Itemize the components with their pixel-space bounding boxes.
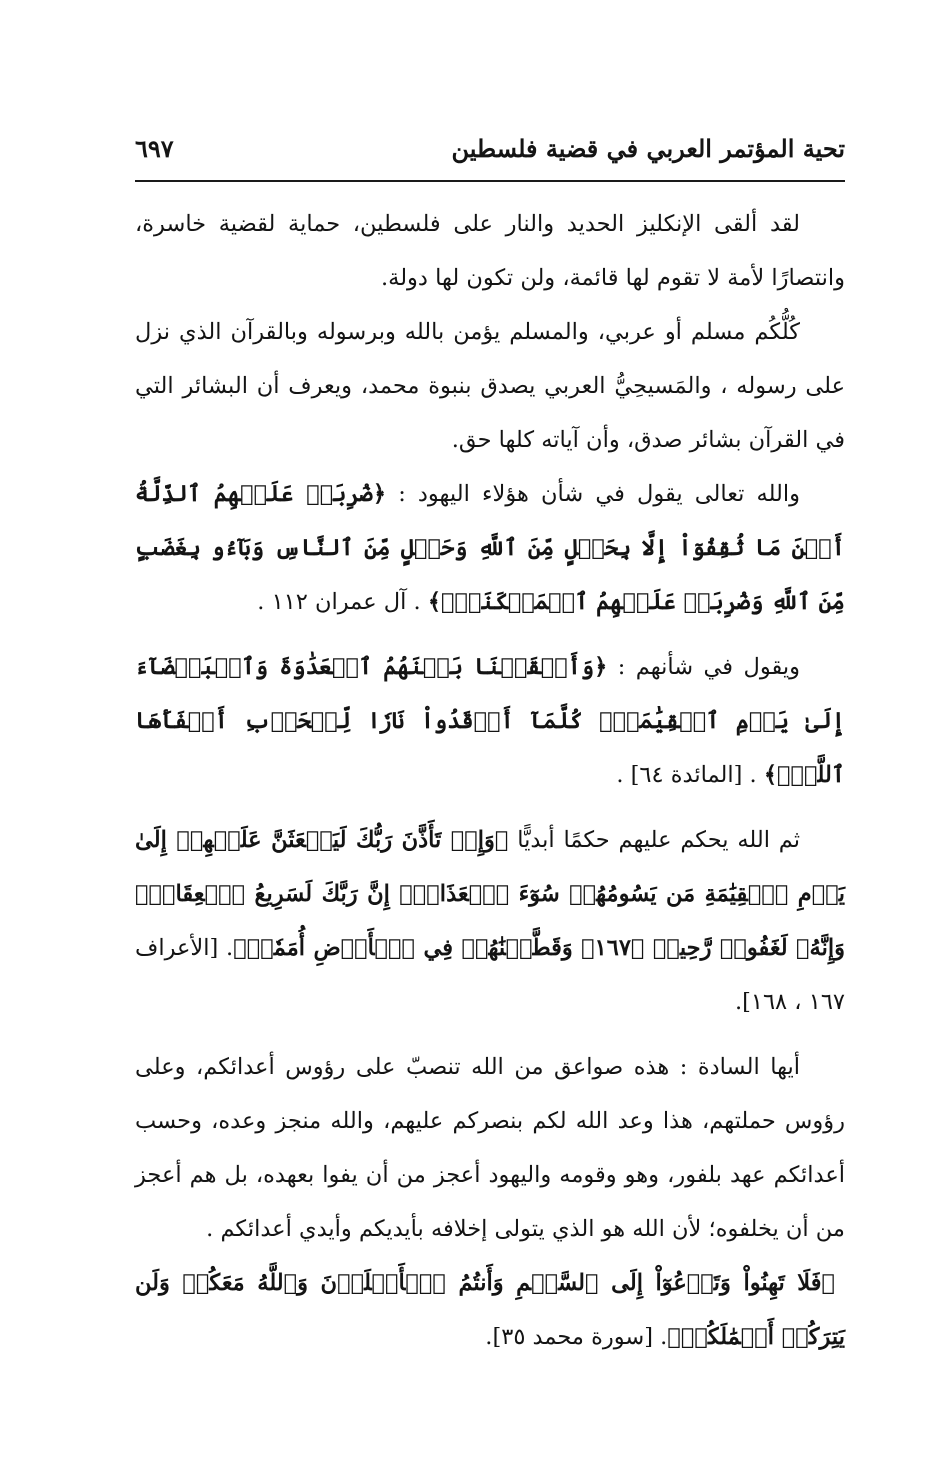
paragraph-4-intro: ويقول في شأنهم : (607, 654, 800, 680)
paragraph-7 (135, 1256, 845, 1364)
paragraph-3-intro: والله تعالى يقول في شأن هؤلاء اليهود : (386, 481, 801, 507)
paragraph-5 (135, 813, 845, 1029)
paragraph-4 (135, 640, 845, 802)
paragraph-5-intro: ثم الله يحكم عليهم حكمًا أبديًّا (508, 827, 800, 853)
quran-verse-1: ﴿ضُرِبَتۡ عَلَيۡهِمُ ٱلذِّلَّةُ أَيۡنَ مَا ثُقِفُوٓاْ إِلَّا بِحَبۡلٍ مِّنَ ٱللَّهِ وَحَبۡلٍ مِّنَ ٱلنَّاسِ وَبَآءُو بِغَضَبٍ مِّنَ ٱللَّهِ وَضُرِبَتۡ عَلَيۡهِمُ ٱلۡمَسۡكَنَةُۚ﴾ (135, 481, 845, 615)
verse-citation-4: . [سورة محمد ٣٥]. (485, 1324, 668, 1350)
verse-citation-1: . آل عمران ١١٢ . (257, 589, 428, 615)
page-header (135, 128, 845, 182)
quran-verse-3: ﴿وَإِذۡ تَأَذَّنَ رَبُّكَ لَيَبۡعَثَنَّ عَلَيۡهِمۡ إِلَىٰ يَوۡمِ ٱلۡقِيَٰمَةِ مَن يَسُومُهُمۡ سُوٓءَ ٱلۡعَذَابِۗ إِنَّ رَبَّكَ لَسَرِيعُ ٱلۡعِقَابِۖ وَإِنَّهُۥ لَغَفُورٞ رَّحِيمٞ ﴿١٦٧﴾ وَقَطَّعۡنَٰهُمۡ فِي ٱلۡأَرۡضِ أُمَمٗاۖ﴾ (135, 827, 846, 961)
verse-citation-2: . [المائدة ٦٤] . (616, 762, 764, 788)
page-number: ٦٩٧ (135, 134, 174, 163)
paragraph-2: كُلُّكُم مسلم أو عربي، والمسلم يؤمن بالله وبرسوله وبالقرآن الذي نزل على رسوله ، والمَسيحِيُّ العربي يصدق بنبوة محمد، ويعرف أن البشائر التي في القرآن بشائر صدق، وأن آياته كلها حق. (135, 319, 845, 453)
quran-verse-2: ﴿وَأَلۡقَيۡنَا بَيۡنَهُمُ ٱلۡعَدَٰوَةَ وَٱلۡبَغۡضَآءَ إِلَىٰ يَوۡمِ ٱلۡقِيَٰمَةِۚ كُلَّمَآ أَوۡقَدُواْ نَارٗا لِّلۡحَرۡبِ أَطۡفَأَهَا ٱللَّهُۚ﴾ (135, 654, 845, 788)
paragraph-1: لقد ألقى الإنكليز الحديد والنار على فلسطين، حماية لقضية خاسرة، وانتصارًا لأمة لا تقوم لها قائمة، ولن تكون لها دولة. (135, 211, 845, 291)
body-text (135, 197, 845, 1364)
paragraph-6: أيها السادة : هذه صواعق من الله تنصبّ على رؤوس أعدائكم، وعلى رؤوس حملتهم، هذا وعد الله لكم بنصركم عليهم، والله منجز وعده، وحسب أعدائكم عهد بلفور، وهو وقومه واليهود أعجز من أن يفوا بعهده، بل هم أعجز من أن يخلفوه؛ لأن الله هو الذي يتولى إخلافه بأيديكم وأيدي أعدائكم . (135, 1054, 845, 1242)
quran-verse-4: ﴿فَلَا تَهِنُواْ وَتَدۡعُوٓاْ إِلَى ٱلسَّلۡمِ وَأَنتُمُ ٱلۡأَعۡلَوۡنَ وَٱللَّهُ مَعَكُمۡ وَلَن يَتِرَكُمۡ أَعۡمَٰلَكُمۡ﴾ (135, 1270, 845, 1350)
verse-citation-3: . [الأعراف ١٦٧ ، ١٦٨]. (135, 935, 845, 1015)
running-title: تحية المؤتمر العربي في قضية فلسطين (451, 134, 845, 163)
paragraph-3 (135, 467, 845, 629)
